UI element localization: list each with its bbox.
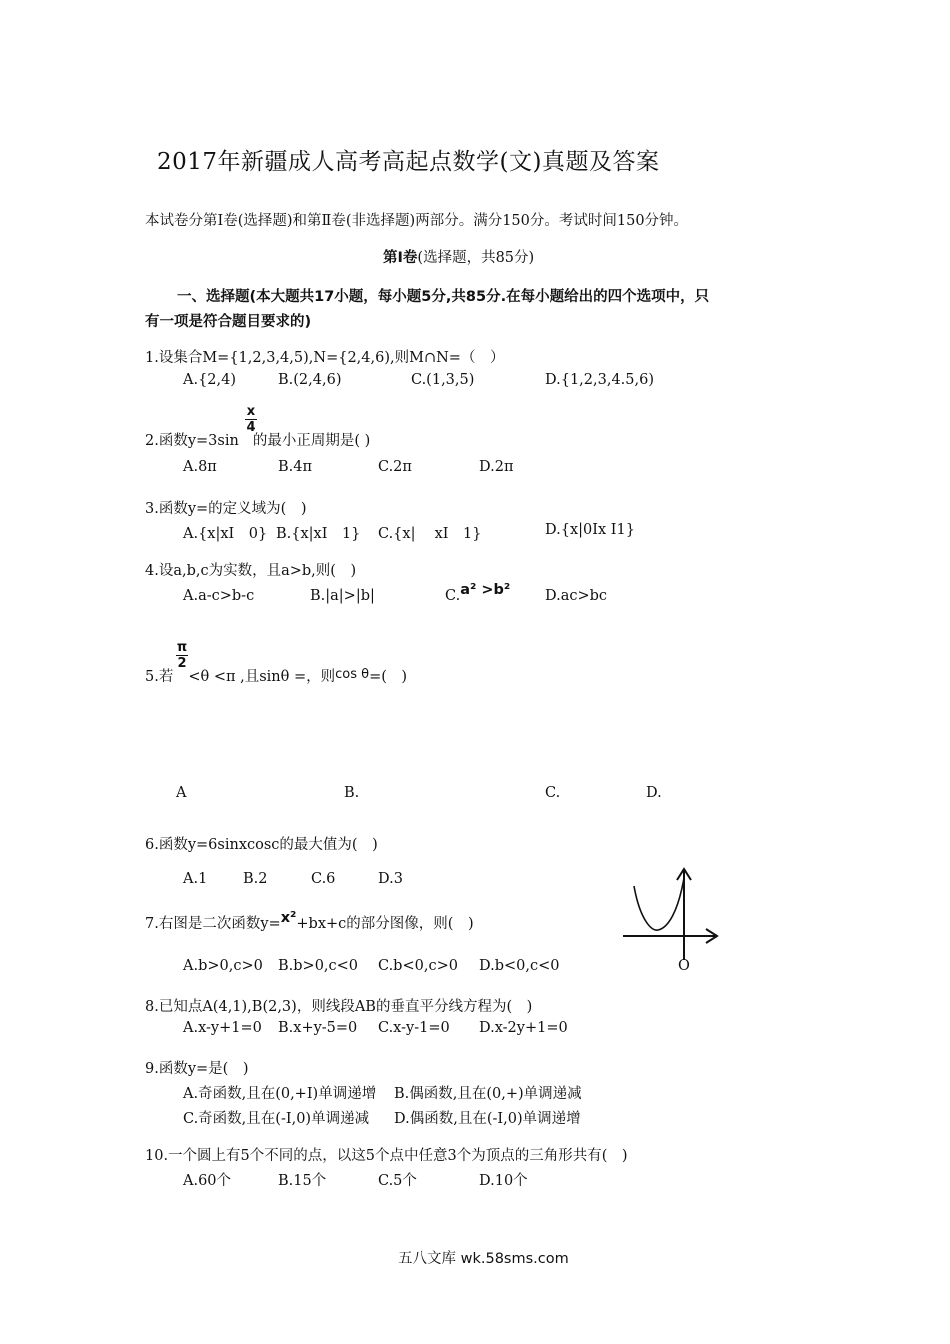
question-5-stem-post: =( ) (369, 669, 408, 685)
question-7-option-b: B.b>0,c<0 (278, 958, 359, 974)
question-4-option-c (445, 582, 511, 604)
question-3-option-a: A.{x|xⅠ 0} (183, 526, 268, 542)
question-3-option-b: B.{x|xⅠ 1} (276, 526, 361, 542)
question-5-stem (145, 665, 407, 686)
question-10-option-a: A.60个 (183, 1173, 232, 1189)
question-5-stem-pre: 5.若 (145, 669, 174, 685)
question-8-option-c: C.x-y-1=0 (378, 1020, 450, 1036)
question-3-option-c: C.{x| xⅠ 1} (378, 526, 482, 542)
question-2-stem-post: 的最小正周期是( ) (252, 433, 371, 449)
question-4-option-a: A.a-c>b-c (183, 588, 255, 604)
exam-intro: 本试卷分第Ⅰ卷(选择题)和第Ⅱ卷(非选择题)两部分。满分150分。考试时间150分钟。 (145, 213, 689, 229)
question-10-option-b: B.15个 (278, 1173, 327, 1189)
question-6-option-a: A.1 (183, 871, 208, 887)
question-8-option-a: A.x-y+1=0 (183, 1020, 262, 1036)
page-footer: 五八文库 wk.58sms.com (398, 1251, 569, 1267)
question-6-option-b: B.2 (243, 871, 268, 887)
question-3-stem: 3.函数y=的定义域为( ) (145, 501, 307, 517)
question-8-option-d: D.x-2y+1=0 (479, 1020, 568, 1036)
question-2-stem (145, 429, 370, 450)
fraction-numerator: x (246, 404, 256, 419)
question-7-stem-pre: 7.右图是二次函数y= (145, 916, 281, 932)
question-9-option-a: A.奇函数,且在(0,+Ⅰ)单调递增 (183, 1086, 377, 1102)
section-heading-bold: 第Ⅰ卷 (383, 250, 418, 266)
question-2-option-c: C.2π (378, 459, 412, 475)
question-4-option-c-math: a² >b² (460, 582, 511, 598)
fraction-denominator: 4 (246, 420, 256, 435)
question-2-stem-pre: 2.函数y=3sin (145, 433, 239, 449)
question-1-stem: 1.设集合M={1,2,3,4,5),N={2,4,6),则M∩N=（ ） (145, 350, 505, 366)
question-7-stem-post: +bx+c的部分图像，则( ) (296, 916, 474, 932)
question-5-stem-cos: cos θ (335, 667, 370, 682)
fraction-numerator: π (176, 640, 188, 655)
question-10-stem: 10.一个圆上有5个不同的点，以这5个点中任意3个为顶点的三角形共有( ) (145, 1148, 628, 1164)
question-4-option-d: D.ac>bc (545, 588, 608, 604)
question-8-stem: 8.已知点A(4,1),B(2,3)，则线段AB的垂直平分线方程为( ) (145, 999, 533, 1015)
question-7-stem-math: x² (280, 910, 297, 926)
question-5-option-a: A (176, 785, 187, 801)
question-2-option-d: D.2π (479, 459, 514, 475)
graph-origin-label: O (678, 958, 690, 974)
question-1-option-d: D.{1,2,3,4.5,6) (545, 372, 654, 388)
question-2-option-b: B.4π (278, 459, 313, 475)
question-2-option-a: A.8π (183, 459, 217, 475)
question-9-option-c: C.奇函数,且在(-Ⅰ,0)单调递减 (183, 1111, 370, 1127)
page-title: 2017年新疆成人高考高起点数学(文)真题及答案 (157, 149, 660, 175)
question-5-stem-mid: <θ <π ,且sinθ =，则 (188, 669, 336, 685)
question-2-fraction (245, 404, 257, 435)
part-instructions-line1: 一、选择题(本大题共17小题，每小题5分,共85分.在每小题给出的四个选项中，只 (177, 289, 710, 305)
question-1-option-a: A.{2,4) (183, 372, 237, 388)
question-4-option-c-prefix: C. (445, 588, 461, 604)
question-1-option-c: C.(1,3,5) (411, 372, 475, 388)
question-5-option-d: D. (646, 785, 662, 801)
fraction-denominator: 2 (177, 656, 187, 671)
question-5-option-b: B. (344, 785, 360, 801)
question-5-option-c: C. (545, 785, 561, 801)
question-6-option-d: D.3 (378, 871, 403, 887)
parabola-curve (634, 878, 684, 930)
question-4-stem: 4.设a,b,c为实数，且a>b,则( ) (145, 563, 357, 579)
question-8-option-b: B.x+y-5=0 (278, 1020, 358, 1036)
question-10-option-c: C.5个 (378, 1173, 417, 1189)
section-heading-rest: (选择题，共85分) (417, 250, 535, 266)
question-6-option-c: C.6 (311, 871, 336, 887)
question-10-option-d: D.10个 (479, 1173, 528, 1189)
question-1-option-b: B.(2,4,6) (278, 372, 342, 388)
question-3-option-d: D.{x|0Ⅰx Ⅰ1} (545, 522, 635, 538)
question-7-option-d: D.b<0,c<0 (479, 958, 560, 974)
section-heading (383, 246, 534, 267)
parabola-graph (618, 860, 728, 980)
question-7-option-c: C.b<0,c>0 (378, 958, 458, 974)
question-9-option-b: B.偶函数,且在(0,+)单调递减 (394, 1086, 582, 1102)
part-instructions-line2: 有一项是符合题目要求的) (145, 314, 312, 330)
question-7-stem (145, 912, 474, 933)
question-4-option-b: B.|a|>|b| (310, 588, 375, 604)
question-9-option-d: D.偶函数,且在(-Ⅰ,0)单调递增 (394, 1111, 581, 1127)
question-6-stem: 6.函数y=6sinxcosc的最大值为( ) (145, 837, 378, 853)
question-9-stem: 9.函数y=是( ) (145, 1061, 249, 1077)
question-7-option-a: A.b>0,c>0 (183, 958, 263, 974)
